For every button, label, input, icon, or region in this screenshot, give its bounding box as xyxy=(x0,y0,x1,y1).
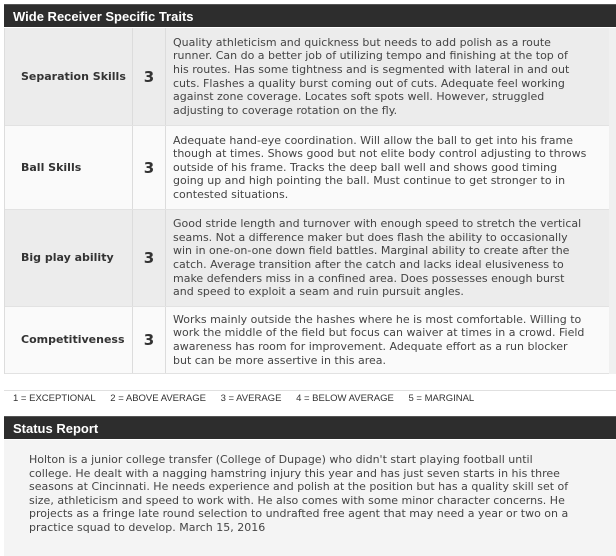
trait-description: Adequate hand-eye coordination. Will allow the ball to get into his frame though at times. Shows good but not elite body control adjusting to throws outside of his frame. Tracks the deep ball well and shows good timing going up and high pointing the ball. Must continue to get stronger to in contested situations. xyxy=(173,133,587,201)
trait-score: 3 xyxy=(132,126,166,209)
trait-row xyxy=(5,210,610,307)
status-panel xyxy=(4,416,616,556)
trait-description: Good stride length and turnover with enough speed to stretch the vertical seams. Not a difference maker but does flash the ability to occasionally win in one-on-one down field battles. Marginal ability to create after the catch. Average transition after the catch and lacks ideal elusiveness to make defenders miss in a confined area. Does possesses enough burst and speed to exploit a seam and ruin pursuit angles. xyxy=(173,217,582,299)
legend-item: 1 = EXCEPTIONAL xyxy=(13,393,96,404)
traits-panel-title: Wide Receiver Specific Traits xyxy=(4,4,616,27)
legend-item: 2 = ABOVE AVERAGE xyxy=(110,393,206,404)
traits-table[interactable] xyxy=(4,28,609,374)
scrollbar[interactable] xyxy=(609,28,616,374)
trait-description: Works mainly outside the hashes where he is most comfortable. Willing to work the middle of the field but focus can waiver at times in a crowd. Field awareness has room for improvement. Adequate effort as a run blocker but can be more assertive in this area. xyxy=(173,312,585,367)
trait-name: Ball Skills xyxy=(21,160,82,174)
trait-name: Separation Skills xyxy=(21,69,126,83)
rating-legend xyxy=(4,390,616,408)
trait-row xyxy=(5,126,610,210)
status-panel-title: Status Report xyxy=(4,416,616,439)
trait-score: 3 xyxy=(132,210,166,306)
trait-row xyxy=(5,307,610,374)
legend-item: 3 = AVERAGE xyxy=(220,393,282,404)
status-report-text: Holton is a junior college transfer (College of Dupage) who didn't start playing football until college. He dealt with a nagging hamstring injury this year and has just seven starts in his three seasons at Cincinnati. He needs experience and polish at the position but has a quality skill set of size, athleticism and speed to work with. He also comes with some minor character concerns. He projects as a fringe late round selection to undrafted free agent that may need a year or two on a practice squad to develop. March 15, 2016 xyxy=(29,453,569,534)
trait-row xyxy=(5,28,610,126)
trait-score: 3 xyxy=(132,307,166,373)
legend-item: 5 = MARGINAL xyxy=(408,393,475,404)
legend-item: 4 = BELOW AVERAGE xyxy=(296,393,394,404)
traits-panel xyxy=(4,4,616,404)
trait-name: Big play ability xyxy=(21,251,114,264)
trait-description: Quality athleticism and quickness but needs to add polish as a route runner. Can do a better job of utilizing tempo and finishing at the top of his routes. Has some tightness and is segmented with lateral in and out cuts. Flashes a quality burst coming out of cuts. Adequate feel working against zone coverage. Locates soft spots well. However, struggled adjusting to coverage rotation on the fly. xyxy=(173,35,570,117)
trait-score: 3 xyxy=(132,28,166,125)
status-report-body xyxy=(4,440,616,556)
trait-name: Competitiveness xyxy=(21,333,125,346)
